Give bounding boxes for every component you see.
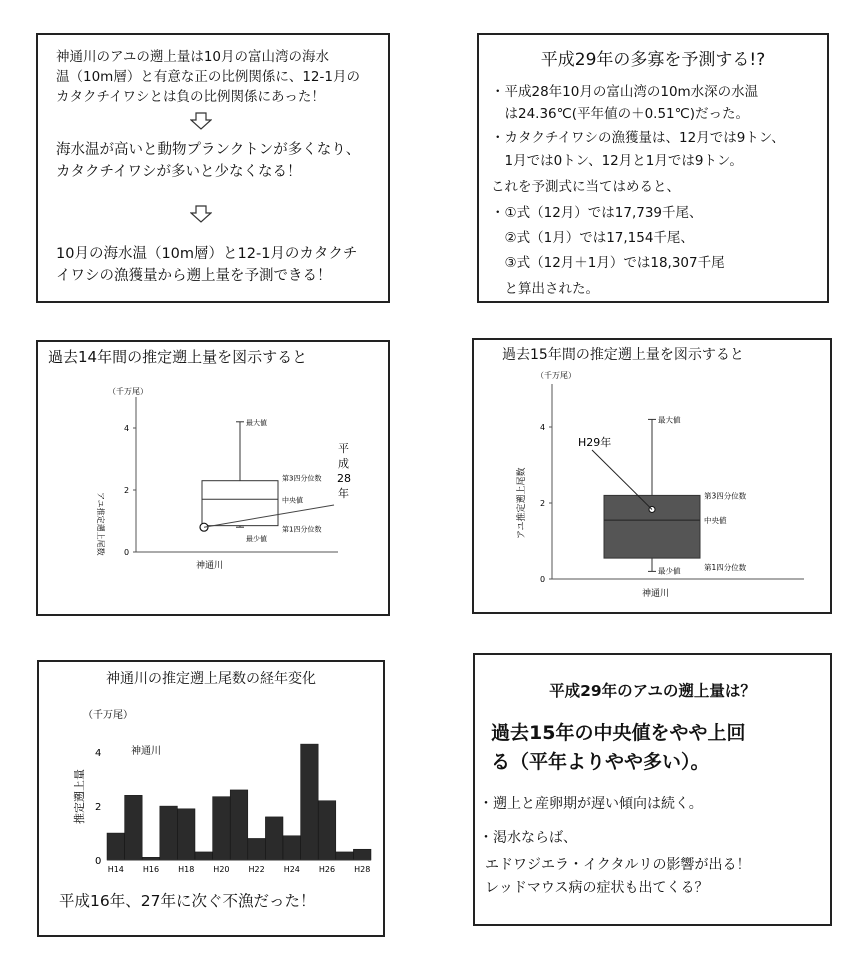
boxplot14-point-label-1: 平 bbox=[338, 442, 349, 455]
y-tick-label: 0 bbox=[95, 856, 102, 867]
bar-title: 神通川の推定遡上尾数の経年変化 bbox=[106, 671, 316, 687]
forecast-line-4: 1月では0トン、12月と1月では9トン。 bbox=[491, 153, 743, 169]
forecast-line-8: ③式（12月＋1月）では18,307千尾 bbox=[491, 255, 725, 271]
bar-legend: 神通川 bbox=[131, 746, 161, 757]
boxplot14-point-label-4: 年 bbox=[338, 487, 349, 500]
bar-footer: 平成16年、27年に次ぐ不漁だった！ bbox=[59, 892, 316, 910]
boxplot14-title: 過去14年間の推定遡上量を図示すると bbox=[48, 348, 308, 366]
outlook-bullet-2: ・渇水ならば、 bbox=[479, 830, 577, 846]
bar-H17 bbox=[160, 806, 178, 860]
bar-H25 bbox=[301, 744, 319, 860]
down-arrow-icon bbox=[190, 205, 212, 223]
bar-H15 bbox=[125, 795, 143, 860]
y-tick-label: 4 bbox=[540, 423, 546, 432]
bar-unit: （千万尾） bbox=[83, 710, 133, 721]
down-arrow-icon bbox=[190, 112, 212, 130]
bar-H28 bbox=[353, 849, 371, 860]
x-tick-label: H22 bbox=[248, 865, 265, 874]
outlook-headline-2: る（平年よりやや多い）。 bbox=[491, 751, 710, 773]
boxplot14-box bbox=[202, 481, 278, 526]
bar-H19 bbox=[195, 852, 213, 860]
outlook-bullet-1: ・遡上と産卵期が遅い傾向は続く。 bbox=[479, 796, 703, 812]
outlook-line-4: レッドマウス病の症状も出てくる？ bbox=[485, 880, 709, 896]
x-tick-label: H20 bbox=[213, 865, 230, 874]
boxplot14-ylabel: アユ推定遡上尾数 bbox=[96, 492, 105, 556]
outlook-title: 平成29年のアユの遡上量は？ bbox=[549, 682, 756, 700]
boxplot14-point-label-3: 28 bbox=[337, 472, 351, 485]
panel-ayu-correlation bbox=[36, 33, 390, 303]
boxplot14-label-q1: 第1四分位数 bbox=[282, 525, 322, 534]
bar-H27 bbox=[336, 852, 354, 860]
y-tick-label: 4 bbox=[124, 424, 130, 433]
bar-H22 bbox=[248, 838, 266, 860]
boxplot14-label-median: 中央値 bbox=[282, 496, 303, 505]
forecast-title: 平成29年の多寡を予測する!? bbox=[540, 50, 766, 70]
boxplot15-chart bbox=[474, 364, 830, 612]
boxplot15-box bbox=[604, 495, 700, 558]
bar-H14 bbox=[107, 833, 125, 860]
bar-H23 bbox=[265, 817, 283, 860]
boxplot14-label-max: 最大値 bbox=[246, 418, 267, 427]
panel-annual-bar-chart bbox=[37, 660, 385, 937]
boxplot15-label-q1: 第1四分位数 bbox=[704, 563, 747, 573]
boxplot14-label-min: 最少値 bbox=[246, 535, 267, 544]
boxplot15-label-max: 最大値 bbox=[658, 415, 681, 425]
para3-line1: 10月の海水温（10m層）と12-1月のカタクチ bbox=[56, 246, 358, 262]
boxplot15-unit: （千万尾） bbox=[536, 371, 576, 380]
y-tick-label: 2 bbox=[540, 499, 546, 508]
x-tick-label: H24 bbox=[283, 865, 300, 874]
boxplot14-chart bbox=[38, 372, 388, 612]
y-tick-label: 2 bbox=[95, 802, 102, 814]
para3-line2: イワシの漁獲量から遡上量を予測できる！ bbox=[56, 268, 332, 284]
bar-H20 bbox=[213, 797, 231, 860]
para1-line2: 温（10m層）と有意な正の比例関係に、12-1月の bbox=[56, 69, 360, 85]
outlook-line-3: エドワジエラ・イクタルリの影響が出る！ bbox=[485, 857, 751, 873]
y-tick-label: 0 bbox=[540, 575, 546, 584]
bar-H24 bbox=[283, 836, 301, 860]
forecast-line-6: ・①式（12月）では17,739千尾、 bbox=[491, 205, 703, 221]
outlook-headline-1: 過去15年の中央値をやや上回 bbox=[491, 722, 746, 744]
boxplot15-title: 過去15年間の推定遡上量を図示すると bbox=[502, 347, 744, 363]
panel-2017-outlook bbox=[473, 653, 832, 926]
para1-line1: 神通川のアユの遡上量は10月の富山湾の海水 bbox=[56, 49, 330, 65]
panel-boxplot-15yr bbox=[472, 338, 832, 614]
boxplot14-xlabel: 神通川 bbox=[196, 561, 224, 571]
x-tick-label: H14 bbox=[107, 865, 124, 874]
y-tick-label: 4 bbox=[95, 748, 102, 760]
para1-line3: カタクチイワシとは負の比例関係にあった！ bbox=[56, 89, 325, 105]
x-tick-label: H28 bbox=[354, 865, 371, 874]
forecast-line-9: と算出された。 bbox=[491, 281, 599, 297]
para2-line1: 海水温が高いと動物プランクトンが多くなり、 bbox=[56, 142, 361, 158]
bar-H26 bbox=[318, 801, 336, 860]
forecast-line-2: は24.36℃(平年値の＋0.51℃)だった。 bbox=[491, 106, 750, 122]
boxplot15-ylabel: アユ推定遡上尾数 bbox=[517, 467, 527, 539]
forecast-line-5: これを予測式に当てはめると、 bbox=[491, 179, 680, 195]
boxplot15-point-label: H29年 bbox=[578, 436, 612, 449]
forecast-line-1: ・平成28年10月の富山湾の10m水深の水温 bbox=[491, 84, 759, 100]
bar-H18 bbox=[177, 809, 195, 860]
panel-forecast bbox=[477, 33, 829, 303]
x-tick-label: H18 bbox=[178, 865, 195, 874]
x-tick-label: H16 bbox=[142, 865, 160, 874]
bar-chart bbox=[39, 692, 383, 892]
bar-H21 bbox=[230, 790, 248, 860]
boxplot14-label-q3: 第3四分位数 bbox=[282, 474, 322, 483]
para2-line2: カタクチイワシが多いと少なくなる！ bbox=[56, 164, 302, 180]
y-tick-label: 2 bbox=[124, 486, 130, 495]
boxplot15-label-median: 中央値 bbox=[704, 516, 727, 526]
forecast-line-7: ②式（1月）では17,154千尾、 bbox=[491, 230, 694, 246]
boxplot15-xlabel: 神通川 bbox=[642, 589, 670, 599]
bar-ylabel: 推定遡上量 bbox=[73, 769, 86, 824]
forecast-line-3: ・カタクチイワシの漁獲量は、12月では9トン、 bbox=[491, 130, 785, 146]
panel-boxplot-14yr bbox=[36, 340, 390, 616]
boxplot15-label-min: 最少値 bbox=[658, 566, 681, 576]
boxplot14-unit: （千万尾） bbox=[108, 387, 148, 396]
y-tick-label: 0 bbox=[124, 548, 130, 557]
x-tick-label: H26 bbox=[318, 865, 336, 874]
boxplot15-label-q3: 第3四分位数 bbox=[704, 491, 747, 501]
boxplot14-point-label-2: 成 bbox=[338, 457, 349, 470]
